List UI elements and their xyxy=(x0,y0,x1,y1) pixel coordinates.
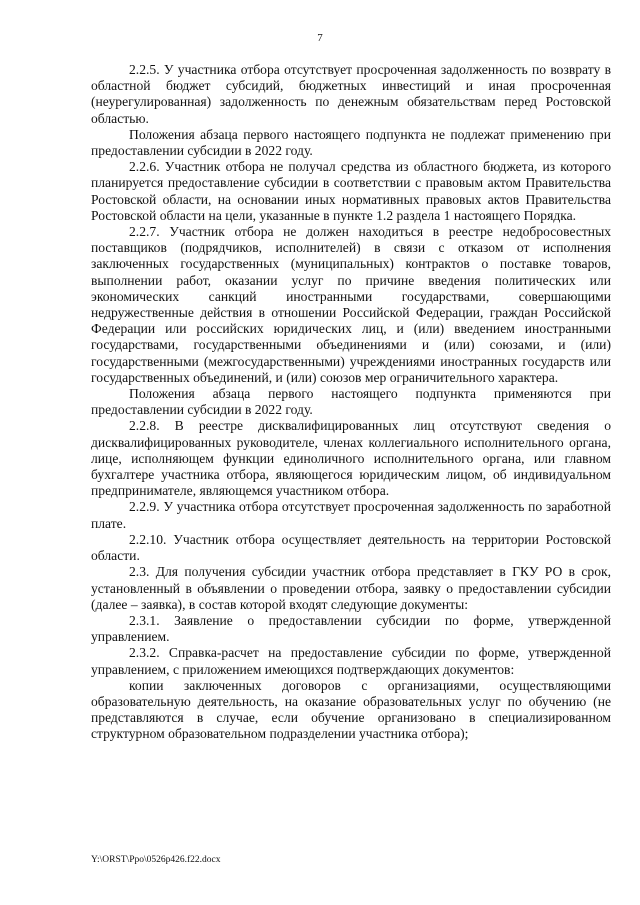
paragraph-2-2-9: 2.2.9. У участника отбора отсутствует просроченная задолженность по заработной плате. xyxy=(91,499,611,531)
paragraph-2-3-2-item: копии заключенных договоров с организациями, осуществляющими образовательную деятельность, на оказание образовательных услуг по обучению (не представляются в случае, если обучение организовано в специализированном структурном образовательном подразделении участника отбора); xyxy=(91,677,611,742)
paragraph-2-2-7: 2.2.7. Участник отбора не должен находиться в реестре недобросовестных поставщиков (подрядчиков, исполнителей) в связи с отказом от исполнения заключенных государственных (муниципальных) контрактов о поставке товаров, выполнении работ, оказании услуг по причине введения политических или экономических санкций иностранными государствами, совершающими недружественные действия в отношении Российской Федерации, граждан Российской Федерации или российских юридических лиц, и (или) введением иностранными государствами, государственными объединениями и (или) союзами, и (или) государственными (межгосударственными) учреждениями иностранных государств или государственных объединений, и (или) союзов мер ограничительного характера. xyxy=(91,224,611,385)
paragraph-2-2-10: 2.2.10. Участник отбора осуществляет деятельность на территории Ростовской области. xyxy=(91,531,611,564)
paragraph-2-3-1: 2.3.1. Заявление о предоставлении субсидии по форме, утвержденной управлением. xyxy=(91,612,611,645)
paragraph-2-2-5: 2.2.5. У участника отбора отсутствует просроченная задолженность по возврату в областной бюджет субсидий, бюджетных инвестиций и иная просроченная (неурегулированная) задолженность по денежным обязательствам перед Ростовской областью. xyxy=(91,62,611,126)
paragraph-2-2-8: 2.2.8. В реестре дисквалифицированных лиц отсутствуют сведения о дисквалифицированных руководителе, членах коллегиального исполнительного органа, лице, исполняющем функции единоличного исполнительного органа, или главном бухгалтере участника отбора, являющегося юридическим лицом, об индивидуальном предпринимателе, являющемся участником отбора. xyxy=(91,418,611,499)
file-path-footer: Y:\ORST\Ppo\0526p426.f22.docx xyxy=(91,855,221,865)
page-number: 7 xyxy=(317,32,323,44)
paragraph-2-3: 2.3. Для получения субсидии участник отбора представляет в ГКУ РО в срок, установленный в объявлении о проведении отбора, заявку о предоставлении субсидии (далее – заявка), в состав которой входят следующие документы: xyxy=(91,564,611,612)
document-body xyxy=(91,62,611,743)
paragraph-2-2-6: 2.2.6. Участник отбора не получал средства из областного бюджета, из которого планируется предоставление субсидии в соответствии с правовым актом Правительства Ростовской области, на основании иных нормативных правовых актов Правительства Ростовской области на цели, указанные в пункте 1.2 раздела 1 настоящего Порядка. xyxy=(91,159,611,223)
paragraph-2-2-5-note: Положения абзаца первого настоящего подпункта не подлежат применению при предоставлении субсидии в 2022 году. xyxy=(91,126,611,159)
paragraph-2-3-2: 2.3.2. Справка-расчет на предоставление субсидии по форме, утвержденной управлением, с приложением имеющихся подтверждающих документов: xyxy=(91,645,611,677)
paragraph-2-2-7-note: Положения абзаца первого настоящего подпункта применяются при предоставлении субсидии в 2022 году. xyxy=(91,386,611,418)
